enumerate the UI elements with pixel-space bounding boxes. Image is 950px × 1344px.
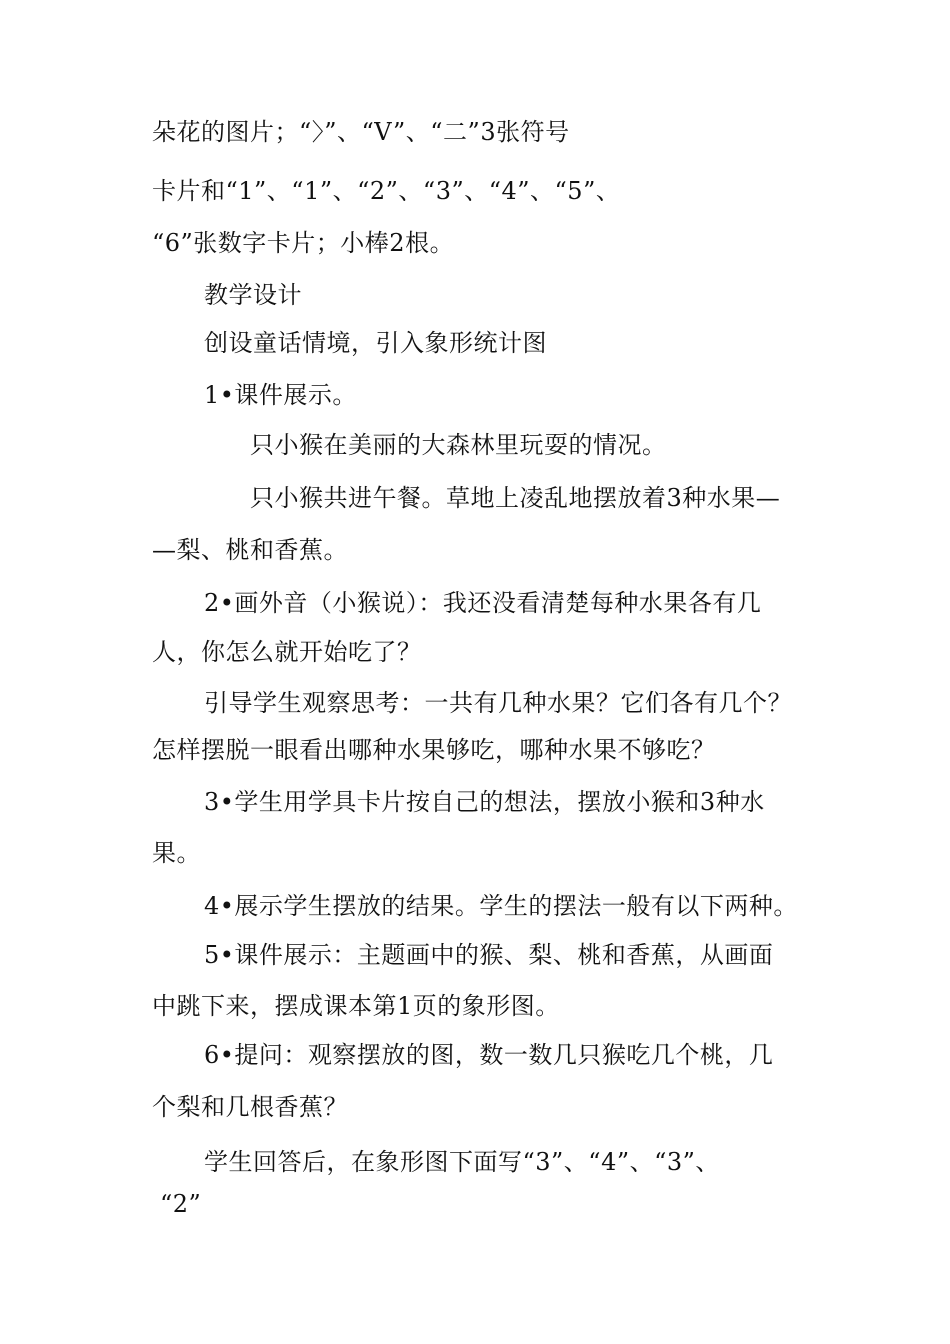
text-line-13: 怎样摆脱一眼看出哪种水果够吃，哪种水果不够吃？ [152, 736, 716, 764]
text-line-2: 卡片和“1”、“1”、“2”、“3”、“4”、“5”、 [152, 177, 621, 205]
text-line-1: 朵花的图片；“〉”、“V”、“二”3张符号 [152, 118, 570, 146]
text-line-18: 中跳下来，摆成课本第1页的象形图。 [152, 992, 560, 1020]
text-line-8: 只小猴共进午餐。草地上凌乱地摆放着3种水果— [250, 484, 781, 512]
text-line-17: 5•课件展示：主题画中的猴、梨、桃和香蕉，从画面 [204, 941, 774, 969]
section-heading: 教学设计 [204, 281, 302, 309]
text-line-6: 1•课件展示。 [204, 381, 357, 409]
text-line-9: —梨、桃和香蕉。 [152, 536, 348, 564]
text-line-22: “2” [160, 1190, 202, 1218]
text-line-12: 引导学生观察思考：一共有几种水果？它们各有几个？ [204, 689, 792, 717]
text-line-7: 只小猴在美丽的大森林里玩耍的情况。 [250, 431, 667, 459]
text-line-14: 3•学生用学具卡片按自己的想法，摆放小猴和3种水 [204, 788, 765, 816]
text-line-20: 个梨和几根香蕉？ [152, 1093, 348, 1121]
text-line-3: “6”张数字卡片；小棒2根。 [152, 229, 455, 257]
text-line-19: 6•提问：观察摆放的图，数一数几只猴吃几个桃，几 [204, 1041, 774, 1069]
text-line-11: 人，你怎么就开始吃了？ [152, 638, 422, 666]
text-line-16: 4•展示学生摆放的结果。学生的摆法一般有以下两种。 [204, 892, 798, 920]
text-line-15: 果。 [152, 839, 201, 867]
text-line-21: 学生回答后，在象形图下面写“3”、“4”、“3”、 [204, 1148, 720, 1176]
text-line-10: 2•画外音（小猴说）：我还没看清楚每种水果各有几 [204, 589, 762, 617]
subsection-heading: 创设童话情境，引入象形统计图 [204, 329, 547, 357]
